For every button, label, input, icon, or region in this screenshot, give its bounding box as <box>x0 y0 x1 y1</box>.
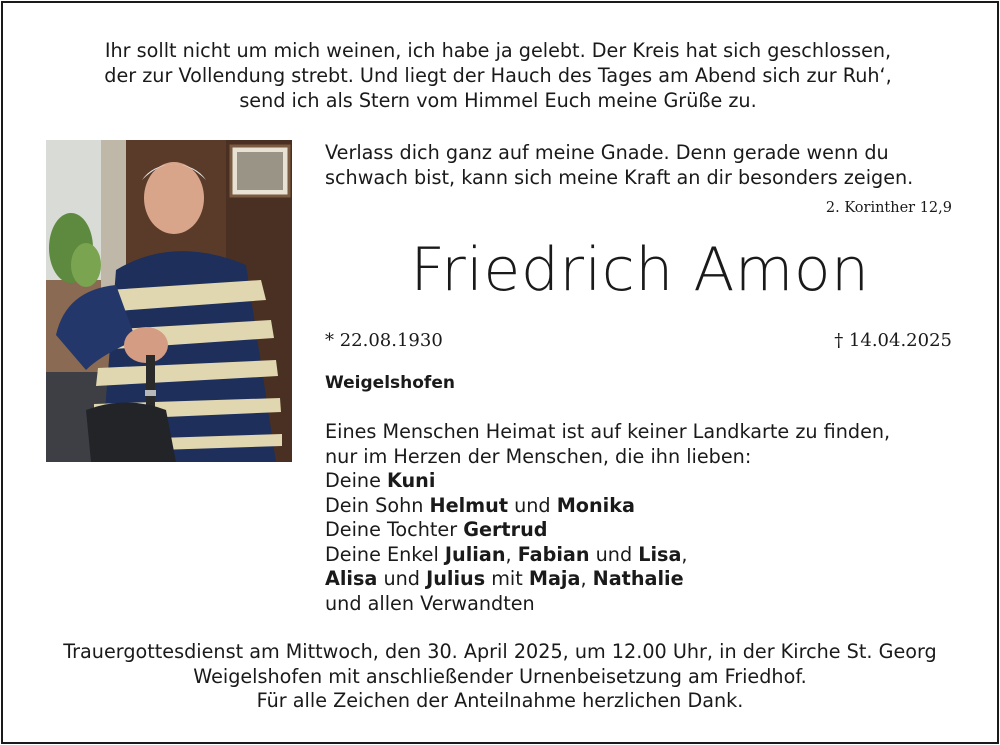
mourner-line <box>325 543 955 568</box>
text: , <box>505 542 518 566</box>
mourner-name: Monika <box>556 493 635 517</box>
death-date: † 14.04.2025 <box>834 330 952 351</box>
mourner-name: Kuni <box>386 469 436 492</box>
poem-line: send ich als Stern vom Himmel Euch meine Grüße zu. <box>239 89 757 112</box>
poem-line: der zur Vollendung strebt. Und liegt der Hauch des Tages am Abend sich zur Ruh‘, <box>104 64 892 87</box>
birth-date: * 22.08.1930 <box>325 330 443 351</box>
mourner-name: Helmut <box>429 493 508 517</box>
text: mit <box>485 567 529 590</box>
mourners-intro: Eines Menschen Heimat ist auf keiner Landkarte zu finden, <box>325 420 891 443</box>
mourner-line <box>325 518 955 543</box>
verse-reference: 2. Korinther 12,9 <box>825 200 952 216</box>
text: , <box>580 567 593 590</box>
text: Deine Tochter <box>325 518 464 541</box>
mourner-line <box>325 494 955 519</box>
verse-line: schwach bist, kann sich meine Kraft an dir besonders zeigen. <box>325 166 914 189</box>
memorial-poem <box>40 38 956 113</box>
mourner-name: Lisa <box>638 542 682 566</box>
text: Deine <box>325 469 387 492</box>
mourners-relatives: und allen Verwandten <box>325 591 535 615</box>
text: und <box>377 567 427 590</box>
mourner-name: Maja <box>528 567 581 590</box>
service-line: Trauergottesdienst am Mittwoch, den 30. April 2025, um 12.00 Uhr, in der Kirche St. Georg <box>63 640 937 663</box>
mourner-name: Gertrud <box>463 518 548 541</box>
mourners-list <box>325 420 955 616</box>
bible-verse <box>325 140 955 190</box>
mourner-name: Alisa <box>325 567 378 590</box>
funeral-service-info <box>30 640 970 714</box>
mourner-line <box>325 469 955 494</box>
portrait-photo <box>46 140 292 462</box>
text: und <box>508 493 557 517</box>
deceased-name: Friedrich Amon <box>410 235 870 305</box>
service-line: Weigelshofen mit anschließender Urnenbeisetzung am Friedhof. <box>193 664 807 688</box>
mourner-name: Fabian <box>517 542 590 566</box>
mourner-line <box>325 567 955 592</box>
text: Deine Enkel <box>325 542 445 566</box>
service-line: Für alle Zeichen der Anteilnahme herzlichen Dank. <box>256 689 744 712</box>
text: Dein Sohn <box>325 493 430 517</box>
verse-line: Verlass dich ganz auf meine Gnade. Denn gerade wenn du <box>325 141 889 164</box>
text: und <box>589 542 639 566</box>
hometown: Weigelshofen <box>325 373 455 393</box>
mourners-intro: nur im Herzen der Menschen, die ihn lieben: <box>325 444 752 468</box>
mourner-name: Nathalie <box>592 567 684 590</box>
mourner-name: Julius <box>426 567 486 590</box>
text: , <box>681 542 688 566</box>
mourner-name: Julian <box>444 542 506 566</box>
poem-line: Ihr sollt nicht um mich weinen, ich habe ja gelebt. Der Kreis hat sich geschlossen, <box>104 39 892 62</box>
